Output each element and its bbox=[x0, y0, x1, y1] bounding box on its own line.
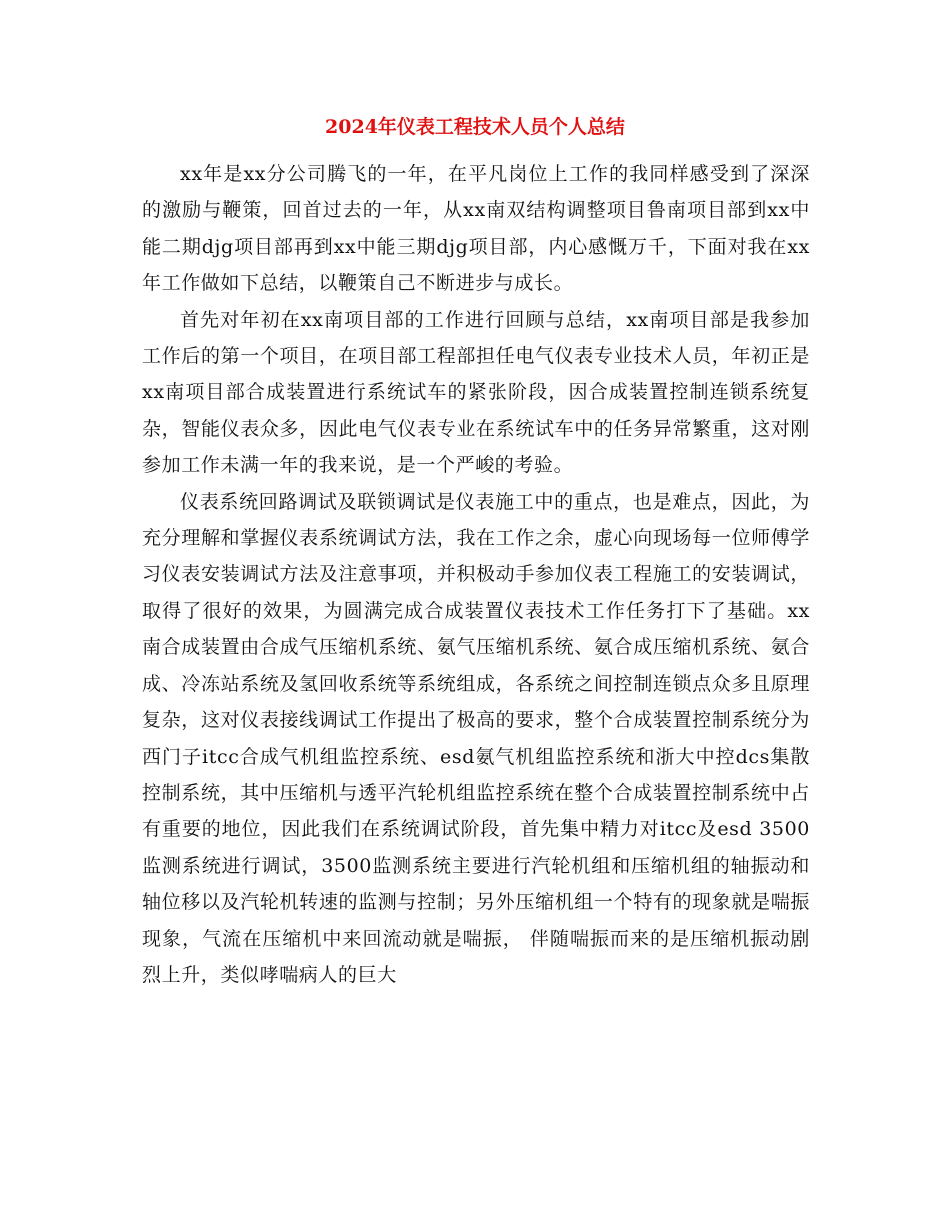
document-body bbox=[142, 156, 810, 993]
paragraph-3: 仪表系统回路调试及联锁调试是仪表施工中的重点，也是难点，因此，为充分理解和掌握仪表系统调试方法，我在工作之余，虚心向现场每一位师傅学习仪表安装调试方法及注意事项，并积极动手参加仪表工程施工的安装调试，取得了很好的效果，为圆满完成合成装置仪表技术工作任务打下了基础。xx南合成装置由合成气压缩机系统、氨气压缩机系统、氨合成压缩机系统、氨合成、冷冻站系统及氢回收系统等系统组成，各系统之间控制连锁点众多且原理复杂，这对仪表接线调试工作提出了极高的要求，整个合成装置控制系统分为西门子itcc合成气机组监控系统、esd氨气机组监控系统和浙大中控dcs集散控制系统，其中压缩机与透平汽轮机组监控系统在整个合成装置控制系统中占有重要的地位，因此我们在系统调试阶段，首先集中精力对itcc及esd 3500监测系统进行调试，3500监测系统主要进行汽轮机组和压缩机组的轴振动和轴位移以及汽轮机转速的监测与控制；另外压缩机组一个特有的现象就是喘振现象，气流在压缩机中来回流动就是喘振， 伴随喘振而来的是压缩机振动剧烈上升，类似哮喘病人的巨大 bbox=[142, 490, 810, 986]
paragraph-2: 首先对年初在xx南项目部的工作进行回顾与总结，xx南项目部是我参加工作后的第一个项目，在项目部工程部担任电气仪表专业技术人员，年初正是xx南项目部合成装置进行系统试车的紧张阶段，因合成装置控制连锁系统复杂，智能仪表众多，因此电气仪表专业在系统试车中的任务异常繁重，这对刚参加工作未满一年的我来说，是一个严峻的考验。 bbox=[142, 308, 810, 477]
document-title: 2024年仪表工程技术人员个人总结 bbox=[325, 116, 625, 138]
paragraph-1: xx年是xx分公司腾飞的一年，在平凡岗位上工作的我同样感受到了深深的激励与鞭策，回首过去的一年，从xx南双结构调整项目鲁南项目部到xx中能二期djg项目部再到xx中能三期djg项目部，内心感慨万千，下面对我在xx年工作做如下总结，以鞭策自己不断进步与成长。 bbox=[142, 163, 810, 295]
